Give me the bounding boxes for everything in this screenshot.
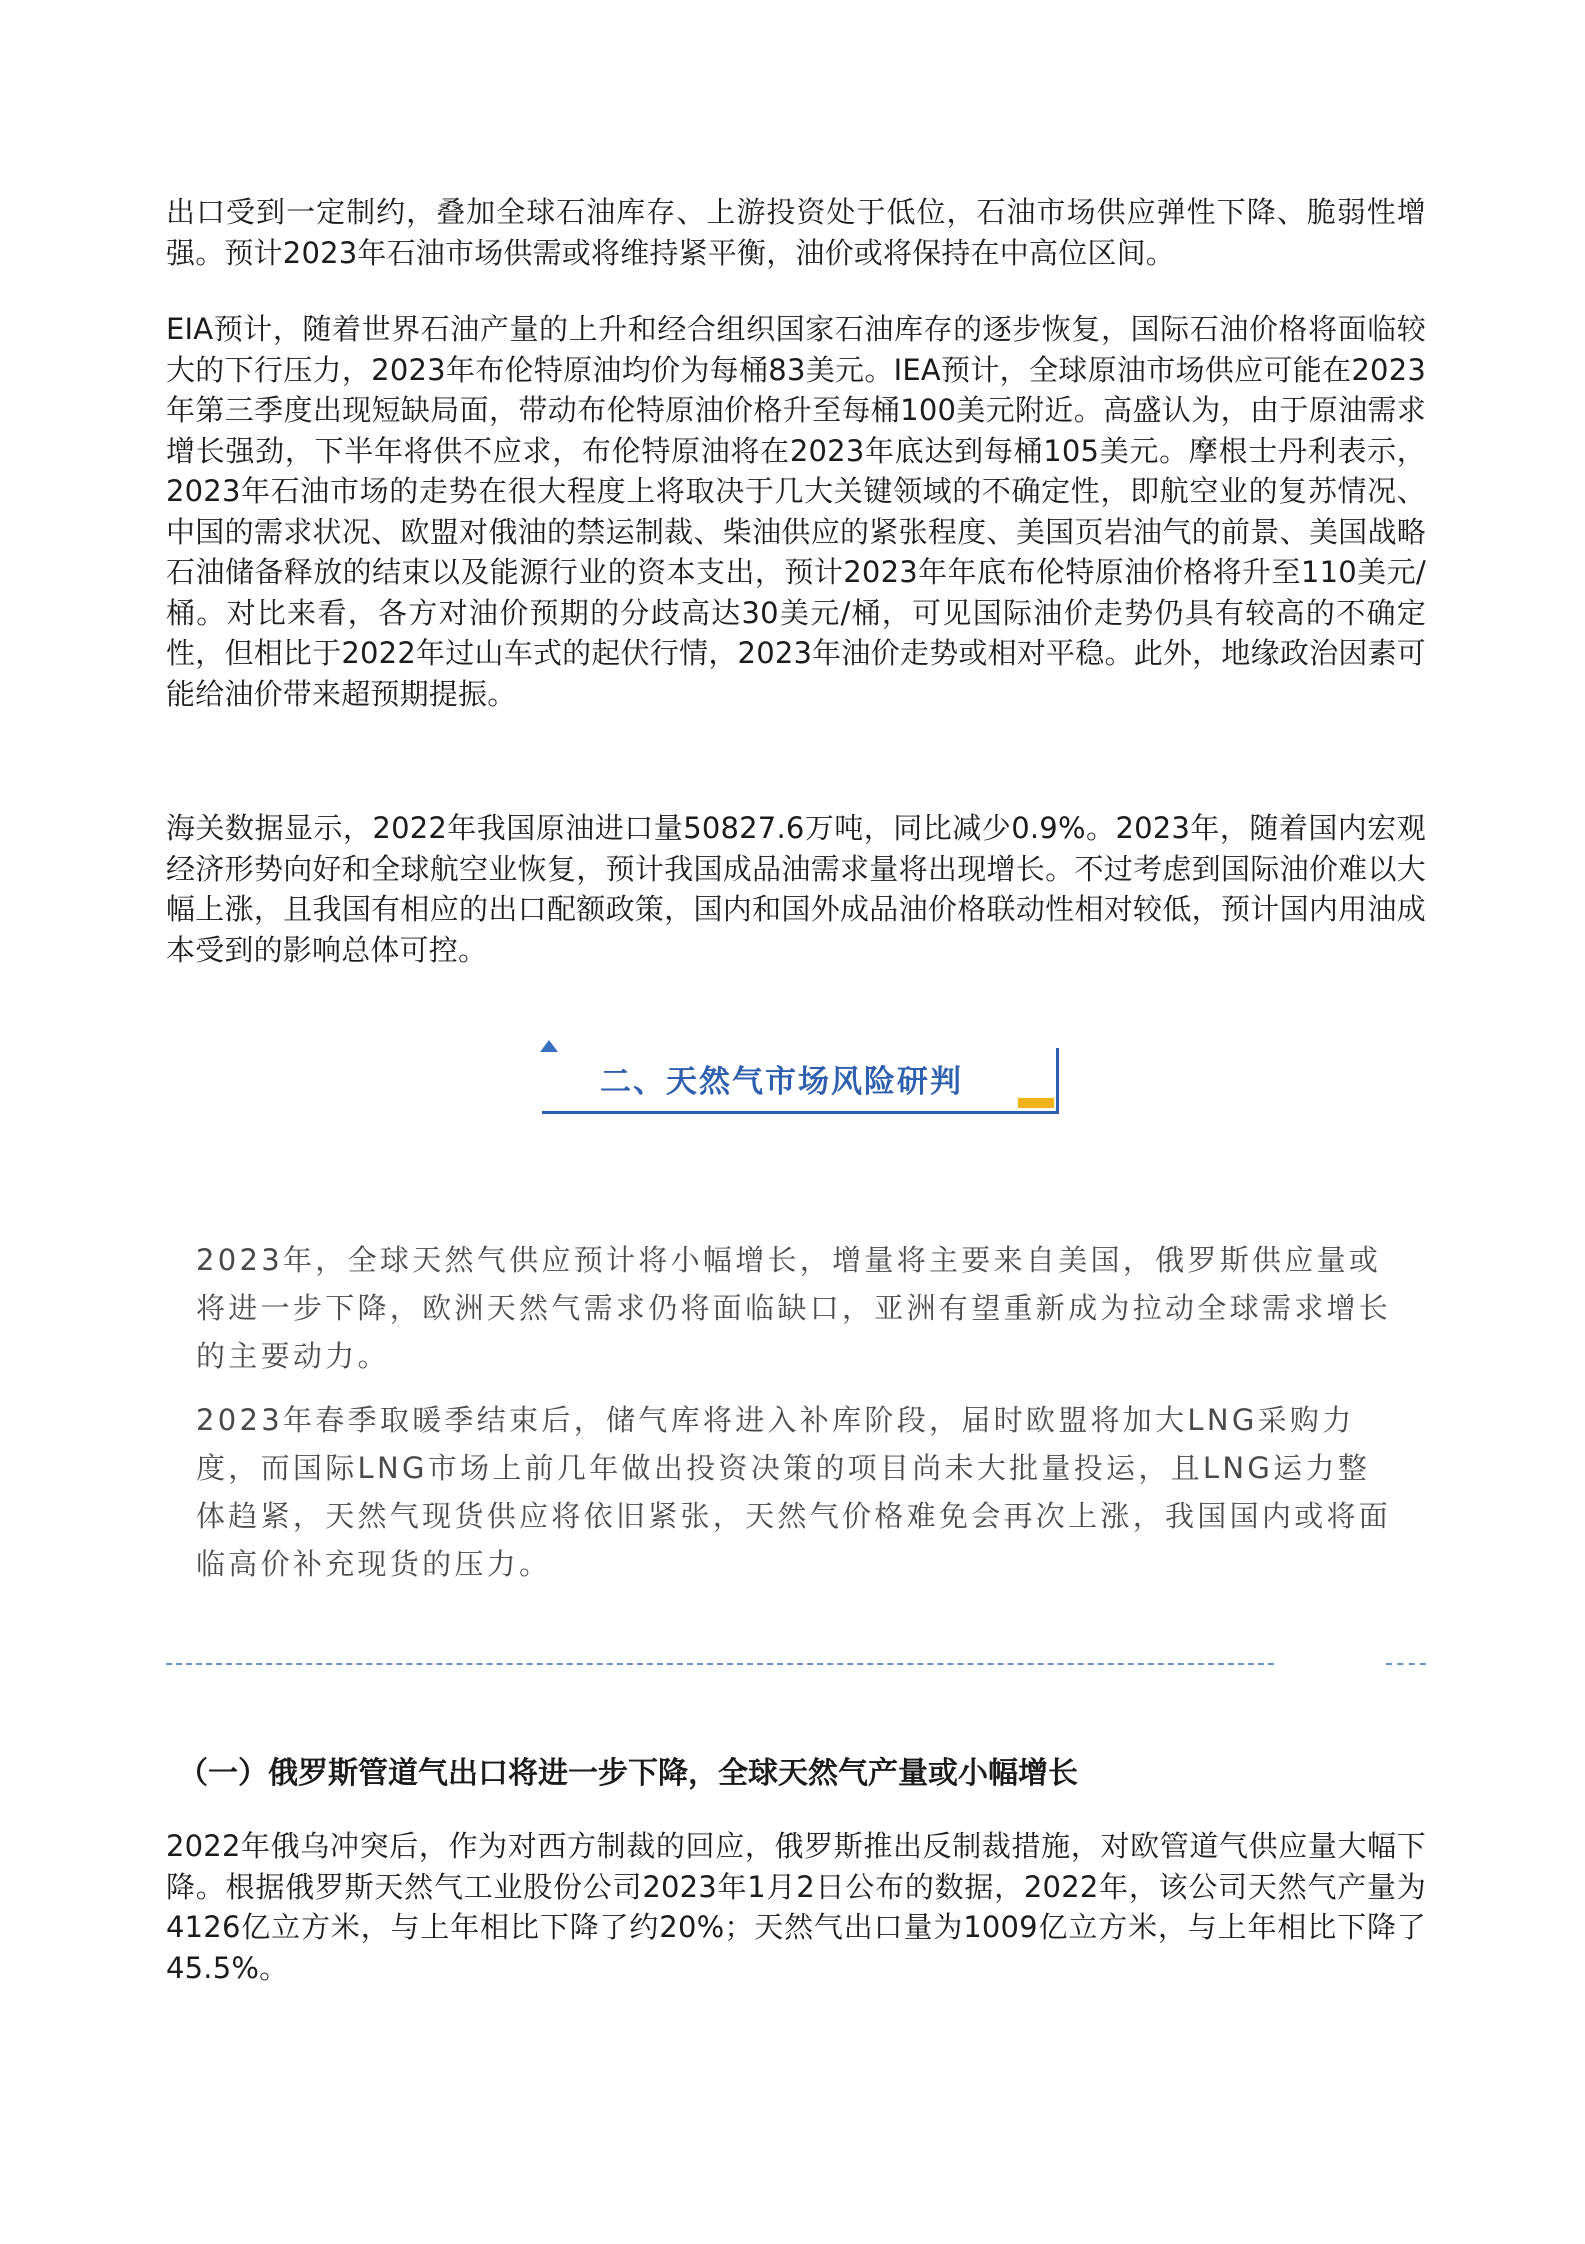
section-heading-banner [540,1040,1060,1114]
section-title: 二、天然气市场风险研判 [600,1064,963,1100]
summary-paragraph-supply: 2023年，全球天然气供应预计将小幅增长，增量将主要来自美国，俄罗斯供应量或将进一步下降，欧洲天然气需求仍将面临缺口，亚洲有望重新成为拉动全球需求增长的主要动力。 [196,1243,1392,1373]
banner-underline [542,1111,1056,1114]
summary-paragraph-price: 2023年春季取暖季结束后，储气库将进入补库阶段，届时欧盟将加大LNG采购力度，而国际LNG市场上前几年做出投资决策的项目尚未大批量投运，且LNG运力整体趋紧，天然气现货供应将依旧紧张，天然气价格难免会再次上涨，我国国内或将面临高价补充现货的压力。 [196,1403,1392,1581]
paragraph-oil-price-forecasts: EIA预计，随着世界石油产量的上升和经合组织国家石油库存的逐步恢复，国际石油价格将面临较大的下行压力，2023年布伦特原油均价为每桶83美元。IEA预计，全球原油市场供应可能在2023年第三季度出现短缺局面，带动布伦特原油价格升至每桶100美元附近。高盛认为，由于原油需求增长强劲，下半年将供不应求，布伦特原油将在2023年底达到每桶105美元。摩根士丹利表示，2023年石油市场的走势在很大程度上将取决于几大关键领域的不确定性，即航空业的复苏情况、中国的需求状况、欧盟对俄油的禁运制裁、柴油供应的紧张程度、美国页岩油气的前景、美国战略石油储备释放的结束以及能源行业的资本支出，预计2023年年底布伦特原油价格将升至110美元/桶。对比来看，各方对油价预期的分歧高达30美元/桶，可见国际油价走势仍具有较高的不确定性，但相比于2022年过山车式的起伏行情，2023年油价走势或相对平稳。此外，地缘政治因素可能给油价带来超预期提振。 [166,312,1426,711]
subsection-title: （一）俄罗斯管道气出口将进一步下降，全球天然气产量或小幅增长 [178,1756,1078,1791]
paragraph-customs-data: 海关数据显示，2022年我国原油进口量50827.6万吨，同比减少0.9%。2023年，随着国内宏观经济形势向好和全球航空业恢复，预计我国成品油需求量将出现增长。不过考虑到国际油价难以大幅上涨，且我国有相应的出口配额政策，国内和国外成品油价格联动性相对较低，预计国内用油成本受到的影响总体可控。 [166,811,1426,967]
paragraph-oil-supply: 出口受到一定制约，叠加全球石油库存、上游投资处于低位，石油市场供应弹性下降、脆弱性增强。预计2023年石油市场供需或将维持紧平衡，油价或将保持在中高位区间。 [166,195,1426,270]
banner-accent-bar [1018,1098,1054,1108]
dashed-divider-tail [1386,1663,1426,1665]
banner-right-rule [1056,1048,1059,1114]
banner-triangle-icon [540,1040,558,1052]
paragraph-russia-gas: 2022年俄乌冲突后，作为对西方制裁的回应，俄罗斯推出反制裁措施，对欧管道气供应量大幅下降。根据俄罗斯天然气工业股份公司2023年1月2日公布的数据，2022年，该公司天然气产量为4126亿立方米，与上年相比下降了约20%；天然气出口量为1009亿立方米，与上年相比下降了45.5%。 [166,1829,1426,1985]
dashed-divider [166,1663,1274,1665]
